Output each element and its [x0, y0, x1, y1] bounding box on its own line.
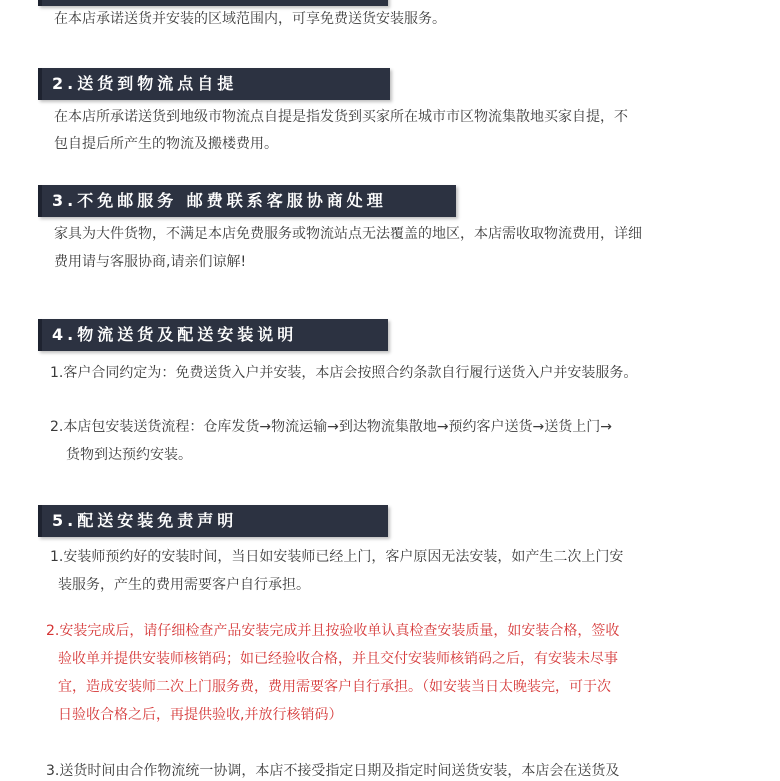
section-2-text-line-2: 包自提后所产生的物流及搬楼费用。	[54, 136, 278, 152]
section-4-header	[38, 319, 388, 351]
section-5-item-1-line-1: 1.安装师预约好的安装时间，当日如安装师已经上门，客户原因无法安装，如产生二次上门安	[50, 549, 624, 565]
section-1-header-partial	[38, 0, 388, 6]
section-4-item-2-line-2: 货物到达预约安装。	[66, 447, 192, 463]
section-3-header	[38, 185, 456, 217]
section-5-item-2-line-3: 宜，造成安装师二次上门服务费，费用需要客户自行承担。（如安装当日太晚装完，可于次	[58, 679, 611, 695]
section-5-title: 5.配送安装免责声明	[52, 511, 238, 530]
section-4-item-2-line-1: 2.本店包安装送货流程：仓库发货→物流运输→到达物流集散地→预约客户送货→送货上门→	[50, 419, 613, 435]
section-5-item-2-line-4: 日验收合格之后，再提供验收,并放行核销码）	[58, 707, 343, 723]
section-2-header	[38, 68, 390, 100]
section-4-title: 4.物流送货及配送安装说明	[52, 325, 298, 344]
section-3-text-line-1: 家具为大件货物，不满足本店免费服务或物流站点无法覆盖的地区，本店需收取物流费用，详细	[54, 226, 642, 242]
section-5-item-2-line-1: 2.安装完成后，请仔细检查产品安装完成并且按验收单认真检查安装质量，如安装合格，签收	[46, 623, 620, 639]
section-4-item-1: 1.客户合同约定为：免费送货入户并安装，本店会按照合约条款自行履行送货入户并安装服务。	[50, 365, 638, 381]
section-5-header	[38, 505, 388, 537]
section-2-title: 2.送货到物流点自提	[52, 74, 238, 93]
section-3-text-line-2: 费用请与客服协商,请亲们谅解!	[54, 254, 247, 270]
section-1-text-line-1: 在本店承诺送货并安装的区域范围内，可享免费送货安装服务。	[54, 11, 446, 27]
section-5-item-1-line-2: 装服务，产生的费用需要客户自行承担。	[58, 577, 310, 593]
section-5-item-2-line-2: 验收单并提供安装师核销码；如已经验收合格，并且交付安装师核销码之后，有安装未尽事	[58, 651, 618, 667]
section-3-title: 3.不免邮服务 邮费联系客服协商处理	[52, 191, 387, 210]
section-5-item-3-line-1: 3.送货时间由合作物流统一协调，本店不接受指定日期及指定时间送货安装，本店会在送货及	[46, 763, 620, 779]
section-2-text-line-1: 在本店所承诺送货到地级市物流点自提是指发货到买家所在城市市区物流集散地买家自提，不	[54, 109, 628, 125]
